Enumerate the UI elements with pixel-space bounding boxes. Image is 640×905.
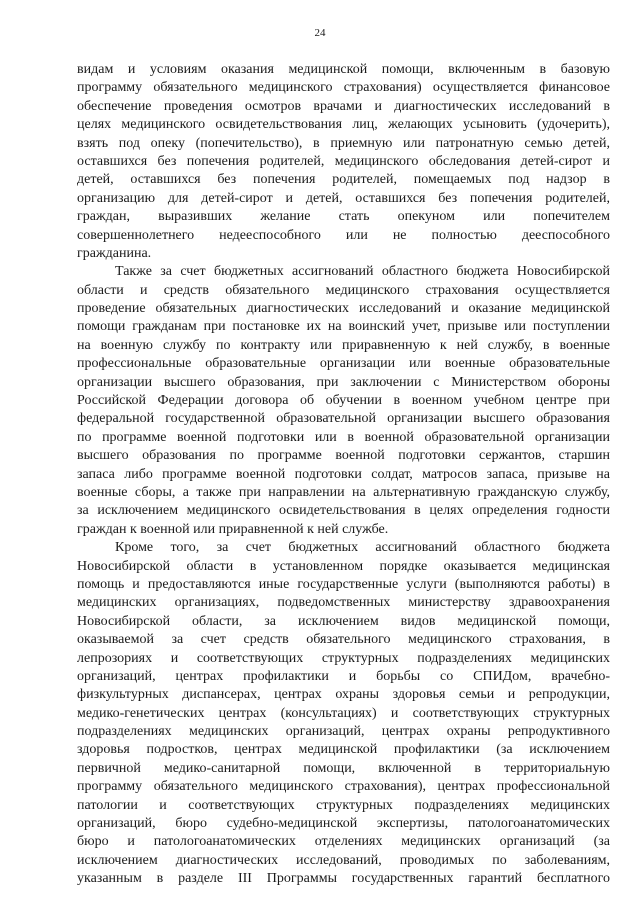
text-line: Российской Федерации договора об обучении в военном учебном центре при bbox=[77, 393, 610, 409]
text-line: физкультурных диспансерах, центрах охраны здоровья семьи и репродукции, bbox=[77, 687, 610, 703]
text-line: первичной медико-санитарной помощи, включенной в территориальную bbox=[77, 760, 610, 776]
text-line: области и средств обязательного медицинского страхования осуществляется bbox=[77, 282, 610, 298]
text-line: оказываемой за счет средств обязательного медицинского страхования, в bbox=[77, 632, 610, 648]
document-body bbox=[77, 61, 610, 889]
paragraph bbox=[77, 263, 610, 539]
paragraph bbox=[77, 61, 610, 263]
text-line: гражданина. bbox=[77, 245, 152, 261]
text-line: детей, оставшихся без попечения родителей, помещаемых под надзор в bbox=[77, 172, 610, 188]
text-line: исключением диагностических исследований, проводимых по заболеваниям, bbox=[77, 852, 610, 868]
text-line: программу обязательного медицинского страхования) осуществляется финансовое bbox=[77, 80, 610, 96]
text-line: обеспечение проведения осмотров врачами и диагностических исследований в bbox=[77, 98, 610, 114]
text-line: Новосибирской области в установленном порядке оказывается медицинская bbox=[77, 558, 610, 574]
text-line: на военную службу по контракту или приравненную к ней службу, в военные bbox=[77, 337, 610, 353]
text-line: организацию для детей-сирот и детей, оставшихся без попечения родителей, bbox=[77, 190, 610, 206]
text-line: запаса либо программе военной подготовки солдат, матросов запаса, призыве на bbox=[77, 466, 610, 482]
text-line: оставшихся без попечения родителей, медицинского обследования детей-сирот и bbox=[77, 153, 610, 169]
page-number: 24 bbox=[314, 27, 326, 39]
text-line: высшего образования по программе военной подготовки сержантов, старшин bbox=[77, 448, 610, 464]
text-line: по программе военной подготовки или в военной образовательной организации bbox=[77, 429, 610, 445]
text-line: совершеннолетнего недееспособного или не полностью дееспособного bbox=[77, 227, 610, 243]
text-line: программу обязательного медицинского страхования), центрах профессиональной bbox=[77, 779, 610, 795]
text-line: помощь и предоставляются иные государственные услуги (выполняются работы) в bbox=[77, 576, 610, 592]
text-line: организаций, центрах профилактики и борьбы со СПИДом, врачебно- bbox=[77, 668, 610, 684]
text-line: лепрозориях и соответствующих структурных подразделениях медицинских bbox=[77, 650, 610, 666]
text-line: федеральной государственной образовательной организации высшего образования bbox=[77, 411, 610, 427]
text-line: организации высшего образования, при заключении с Министерством обороны bbox=[77, 374, 610, 390]
text-line: указанным в разделе III Программы государственных гарантий бесплатного bbox=[77, 871, 610, 887]
text-line: здоровья подростков, центрах медицинской профилактики (за исключением bbox=[77, 742, 610, 758]
text-line: патологии и соответствующих структурных подразделениях медицинских bbox=[77, 797, 610, 813]
text-line: медицинских организациях, подведомственных министерству здравоохранения bbox=[77, 595, 610, 611]
text-line: медико-генетических центрах (консультациях) и соответствующих структурных bbox=[77, 705, 610, 721]
text-line: проведение обязательных диагностических исследований и оказание медицинской bbox=[77, 301, 610, 317]
text-line: Новосибирской области, за исключением видов медицинской помощи, bbox=[77, 613, 610, 629]
text-line: целях медицинского освидетельствования лиц, желающих усыновить (удочерить), bbox=[77, 117, 610, 133]
text-line: Также за счет бюджетных ассигнований областного бюджета Новосибирской bbox=[115, 264, 610, 280]
text-line: организаций, бюро судебно-медицинской экспертизы, патологоанатомических bbox=[77, 816, 610, 832]
text-line: граждан к военной или приравненной к ней службе. bbox=[77, 521, 389, 537]
text-line: граждан, выразивших желание стать опекуном или попечителем bbox=[77, 209, 610, 225]
text-line: подразделениях медицинских организаций, центрах охраны репродуктивного bbox=[77, 724, 610, 740]
text-line: Кроме того, за счет бюджетных ассигнований областного бюджета bbox=[115, 540, 610, 556]
text-line: военные сборы, а также при направлении на альтернативную гражданскую службу, bbox=[77, 484, 610, 500]
text-line: за исключением медицинского освидетельствования в целях определения годности bbox=[77, 503, 610, 519]
text-line: взять под опеку (попечительство), в приемную или патронатную семью детей, bbox=[77, 135, 610, 151]
text-line: бюро и патологоанатомических отделениях медицинских организаций (за bbox=[77, 834, 610, 850]
paragraph bbox=[77, 539, 610, 888]
text-line: видам и условиям оказания медицинской помощи, включенным в базовую bbox=[77, 62, 610, 77]
text-line: помощи гражданам при постановке их на воинский учет, призыве или поступлении bbox=[77, 319, 610, 335]
text-line: профессиональные образовательные организации или военные образовательные bbox=[77, 356, 610, 372]
